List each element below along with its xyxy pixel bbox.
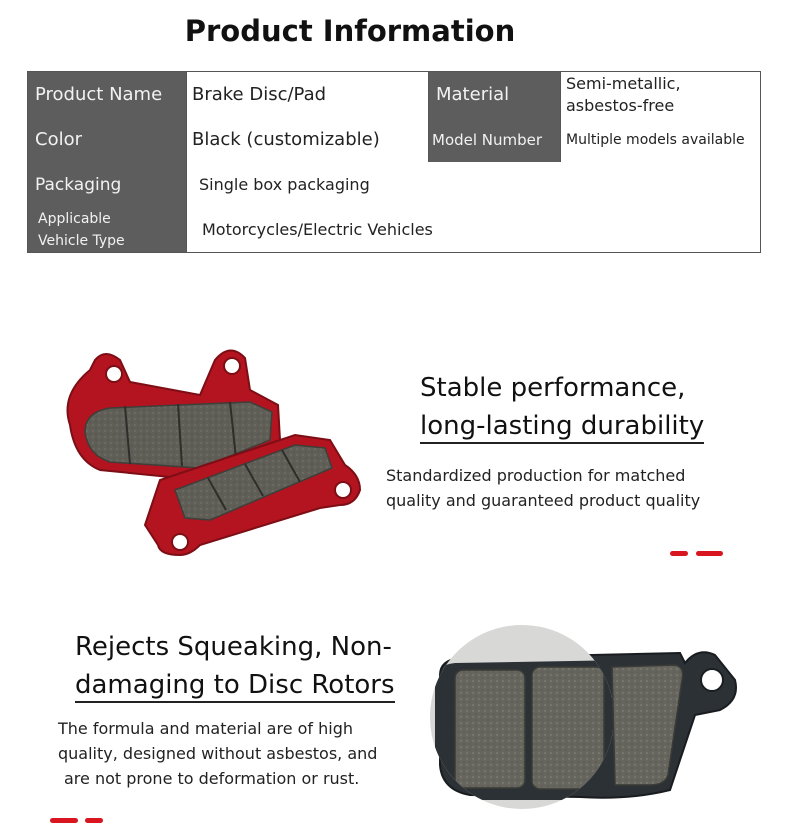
color-value: Black (customizable) (186, 117, 428, 162)
material-value (560, 72, 760, 117)
feature2-body-line2: quality, designed without asbestos, and (58, 744, 378, 763)
accent-dash (50, 818, 78, 823)
accent-dash (85, 818, 103, 823)
vehicle-type-label-line1: Applicable (38, 210, 111, 227)
red-brake-pads-illustration (50, 340, 370, 570)
model-number-value: Multiple models available (560, 117, 760, 162)
feature2-body-line1: The formula and material are of high (58, 719, 354, 738)
material-value-line1: Semi-metallic, (566, 73, 681, 93)
feature1-body-line2: quality and guaranteed product quality (386, 491, 701, 510)
feature1-heading-line2: long-lasting durability (420, 411, 704, 444)
accent-dash (670, 551, 688, 556)
model-number-label: Model Number (428, 117, 560, 162)
material-value-line2: asbestos-free (566, 95, 675, 115)
feature1-body (386, 463, 700, 513)
spec-row-product-name (28, 72, 760, 118)
feature2-heading-line1: Rejects Squeaking, Non- (75, 632, 392, 662)
spec-row-color (28, 117, 760, 163)
feature1-heading-line1: Stable performance, (420, 373, 686, 403)
feature1-body-line1: Standardized production for matched (386, 466, 686, 485)
packaging-label: Packaging (28, 162, 186, 207)
vehicle-type-label (28, 207, 186, 252)
feature2-heading (75, 628, 395, 704)
vehicle-type-label-line2: Vehicle Type (38, 232, 125, 249)
accent-dash (696, 551, 723, 556)
spec-row-vehicle-type (28, 207, 760, 252)
spec-table (27, 71, 761, 253)
red-brake-pads-image (50, 340, 370, 570)
vehicle-type-value: Motorcycles/Electric Vehicles (186, 207, 760, 252)
page-title: Product Information (184, 14, 516, 48)
dark-brake-pad-illustration (430, 625, 770, 810)
feature2-heading-line2: damaging to Disc Rotors (75, 670, 395, 703)
material-label: Material (428, 72, 560, 117)
product-name-value: Brake Disc/Pad (186, 72, 428, 117)
dark-brake-pad-image (430, 625, 770, 810)
color-label: Color (28, 117, 186, 162)
packaging-value: Single box packaging (186, 162, 760, 207)
feature2-body (58, 716, 377, 791)
product-name-label: Product Name (28, 72, 186, 117)
feature2-body-line3: are not prone to deformation or rust. (64, 769, 360, 788)
feature1-heading (420, 369, 704, 445)
spec-row-packaging (28, 162, 760, 208)
